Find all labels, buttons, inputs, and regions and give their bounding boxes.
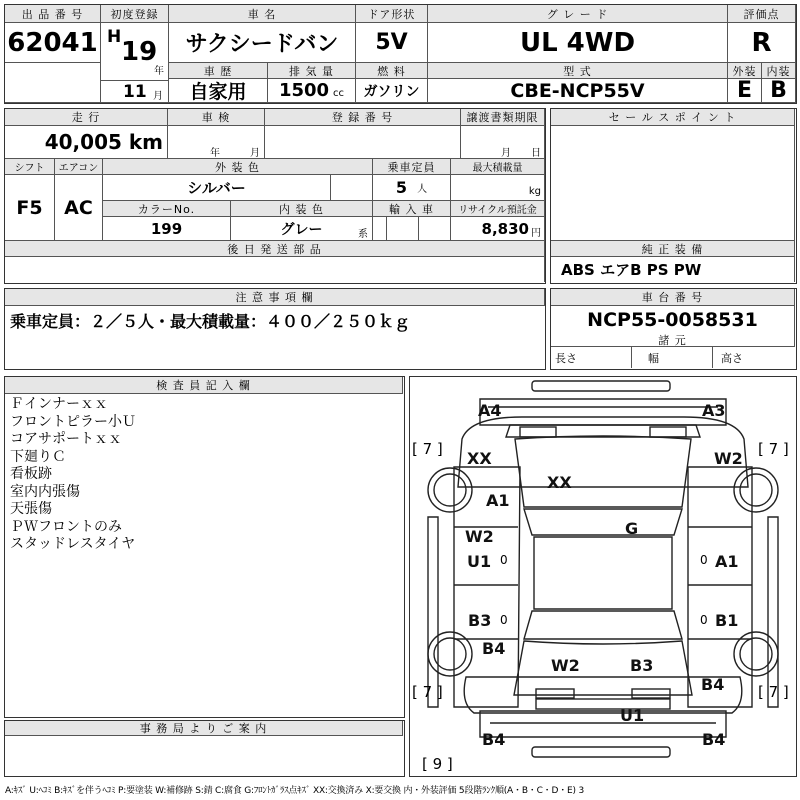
first-reg-month xyxy=(101,81,169,103)
recycle: 8,830 xyxy=(481,219,529,238)
ac: AC xyxy=(55,175,103,241)
inspector-notes xyxy=(10,396,136,554)
sales-label: セ ー ル ス ポ イ ン ト xyxy=(551,109,795,126)
displacement-unit: cc xyxy=(333,88,345,99)
int-color-suffix: 系 xyxy=(358,229,368,240)
mark-g: G xyxy=(625,519,639,538)
history: 自家用 xyxy=(169,79,268,103)
note-line: ＰＷフロントのみ xyxy=(10,518,122,535)
transfer-cell xyxy=(461,126,545,159)
legend: A:ｷｽﾞ U:ﾍｺﾐ B:ｷｽﾞを伴うﾍｺﾐ P:要塗装 W:補修跡 S:錆 C:腐食 G:ﾌﾛﾝﾄｶﾞﾗｽ点ｷｽﾞ XX:交換済み X:要交換 内・外装評価 5段階ﾗﾝｸ順(A・B・C・D・E) 3 xyxy=(5,786,584,796)
lot-number: 62041 xyxy=(5,23,101,63)
height-cell xyxy=(713,347,795,368)
mark-a1-right: A1 xyxy=(715,552,739,571)
office-box xyxy=(4,720,405,777)
ext-color-label: 外 装 色 xyxy=(103,159,373,175)
year-unit: 年 xyxy=(154,66,164,77)
chassis-label: 車 台 番 号 xyxy=(551,289,795,306)
note-line: 室内内張傷 xyxy=(10,483,80,500)
interior-label: 内装 xyxy=(762,63,796,79)
car-diagram-box xyxy=(409,376,797,777)
int-color: グレー xyxy=(280,221,323,238)
mark-u1-left: U1 xyxy=(467,552,492,571)
lot-blank xyxy=(5,63,101,103)
pillar-mark-right: 0 xyxy=(700,553,708,567)
month: 11 xyxy=(123,82,147,102)
inspection-label: 車 検 xyxy=(168,109,265,126)
sales-box xyxy=(550,108,797,284)
int-color-label: 内 装 色 xyxy=(231,201,373,217)
note-line: 天張傷 xyxy=(10,501,52,517)
first-reg-year xyxy=(101,23,169,81)
capacity-label: 乗車定員 xyxy=(373,159,451,175)
note-line: スタッドレスタイヤ xyxy=(10,536,136,552)
chassis-number: NCP55-0058531 xyxy=(551,306,795,333)
exterior: E xyxy=(728,79,762,103)
height-label: 高さ xyxy=(721,351,743,365)
grade-label: グ レ ー ド xyxy=(428,5,728,23)
mileage-label: 走 行 xyxy=(5,109,168,126)
mark-a1-left: A1 xyxy=(486,491,510,510)
car-diagram xyxy=(410,377,796,776)
caution-text: 乗車定員：２／５人・最大積載量：４００／２５０ｋｇ xyxy=(10,312,411,331)
tire-fr: [ 7 ] xyxy=(758,440,789,458)
dims-label: 諸 元 xyxy=(551,333,795,347)
car-name: サクシードバン xyxy=(169,23,356,63)
length-label: 長さ xyxy=(555,351,577,365)
mark-a3: A3 xyxy=(702,401,726,420)
mileage: 40,005 km xyxy=(5,126,168,159)
transfer-month-unit: 月 xyxy=(501,148,511,159)
mark-w2-rear: W2 xyxy=(551,656,580,675)
max-load-label: 最大積載量 xyxy=(451,159,545,175)
import-label: 輸 入 車 xyxy=(373,201,451,217)
width-label: 幅 xyxy=(648,351,659,365)
interior: B xyxy=(762,79,796,103)
later-parts-cell xyxy=(5,257,545,282)
ext-color-extra xyxy=(331,175,373,201)
import-cell-3 xyxy=(419,217,451,241)
reg-no-label: 登 録 番 号 xyxy=(265,109,461,126)
pillar-mark-left2: 0 xyxy=(500,613,508,627)
note-line: フロントピラー小Ｕ xyxy=(10,413,136,430)
mark-w2-left: W2 xyxy=(465,527,494,546)
displacement-cell xyxy=(268,79,356,103)
displacement-label: 排 気 量 xyxy=(268,63,356,79)
inspection-month-unit: 月 xyxy=(250,148,260,159)
mark-a4: A4 xyxy=(478,401,502,420)
capacity-cell xyxy=(373,175,451,201)
lot-label: 出 品 番 号 xyxy=(5,5,101,23)
equip-label: 純 正 装 備 xyxy=(551,241,795,257)
doors-label: ドア形状 xyxy=(356,5,428,23)
note-line: 看板跡 xyxy=(10,466,52,482)
ac-label: エアコン xyxy=(55,159,103,175)
max-load-cell xyxy=(451,175,545,201)
mark-b4-bottom-right: B4 xyxy=(702,730,726,749)
details-box xyxy=(4,108,546,284)
caution-label: 注 意 事 項 欄 xyxy=(5,289,545,306)
score: R xyxy=(728,23,796,63)
year: 19 xyxy=(121,37,158,67)
displacement: 1500 xyxy=(278,80,330,101)
int-color-cell xyxy=(231,217,373,241)
office-label: 事 務 局 よ り ご 案 内 xyxy=(5,721,403,736)
mark-b4-left: B4 xyxy=(482,639,506,658)
recycle-unit: 円 xyxy=(531,227,541,239)
capacity: 5 xyxy=(395,178,408,197)
mark-xx-center: XX xyxy=(547,473,572,492)
tire-fl: [ 7 ] xyxy=(412,440,443,458)
mark-xx-left: XX xyxy=(467,449,492,468)
transfer-day-unit: 日 xyxy=(531,148,541,159)
reg-no-cell xyxy=(265,126,461,159)
tire-rr: [ 7 ] xyxy=(758,683,789,701)
mark-b1-right: B1 xyxy=(715,611,739,630)
grade: UL 4WD xyxy=(428,23,728,63)
score-label: 評価点 xyxy=(728,5,796,23)
sales-cell xyxy=(551,126,795,241)
tire-spare: [ 9 ] xyxy=(422,755,453,773)
shift: F5 xyxy=(5,175,55,241)
pillar-mark-right2: 0 xyxy=(700,613,708,627)
equip: ABS エアB PS PW xyxy=(551,257,795,282)
tire-rl: [ 7 ] xyxy=(412,683,443,701)
color-no: 199 xyxy=(103,217,231,241)
recycle-cell xyxy=(451,217,545,241)
doors: 5V xyxy=(356,23,428,63)
mark-b3-rear: B3 xyxy=(630,656,654,675)
shift-label: シフト xyxy=(5,159,55,175)
exterior-label: 外装 xyxy=(728,63,762,79)
caution-box xyxy=(4,288,546,370)
mark-w2-right: W2 xyxy=(714,449,743,468)
transfer-label: 譲渡書類期限 xyxy=(461,109,545,126)
history-label: 車 歴 xyxy=(169,63,268,79)
inspector-label: 検 査 員 記 入 欄 xyxy=(5,377,403,394)
mark-b4-bottom-left: B4 xyxy=(482,730,506,749)
month-unit: 月 xyxy=(153,91,163,102)
recycle-label: リサイクル預託金 xyxy=(451,201,545,217)
model-label: 型 式 xyxy=(428,63,728,79)
inspector-box xyxy=(4,376,405,718)
color-no-label: カラーNo. xyxy=(103,201,231,217)
inspection-year-unit: 年 xyxy=(210,148,220,159)
mark-u1-bottom: U1 xyxy=(620,706,645,725)
chassis-box xyxy=(550,288,797,370)
note-line: 下廻りＣ xyxy=(10,448,66,465)
import-cell-1 xyxy=(373,217,387,241)
fuel: ガソリン xyxy=(356,79,428,103)
width-cell xyxy=(632,347,713,368)
later-parts-label: 後 日 発 送 部 品 xyxy=(5,241,545,257)
fuel-label: 燃 料 xyxy=(356,63,428,79)
era: H xyxy=(107,27,122,47)
pillar-mark-left: 0 xyxy=(500,553,508,567)
import-cell-2 xyxy=(387,217,419,241)
car-name-label: 車 名 xyxy=(169,5,356,23)
header-box xyxy=(4,4,797,104)
length-cell xyxy=(551,347,632,368)
note-line: Ｆインナーｘｘ xyxy=(10,396,108,412)
note-line: コアサポートｘｘ xyxy=(10,431,122,447)
model: CBE-NCP55V xyxy=(428,79,728,103)
max-load-unit: kg xyxy=(528,186,541,197)
mark-b3-left: B3 xyxy=(468,611,492,630)
mark-b4-right: B4 xyxy=(701,675,725,694)
capacity-unit: 人 xyxy=(417,184,428,195)
inspection-cell xyxy=(168,126,265,159)
ext-color: シルバー xyxy=(103,175,331,201)
first-reg-label: 初度登録 xyxy=(101,5,169,23)
